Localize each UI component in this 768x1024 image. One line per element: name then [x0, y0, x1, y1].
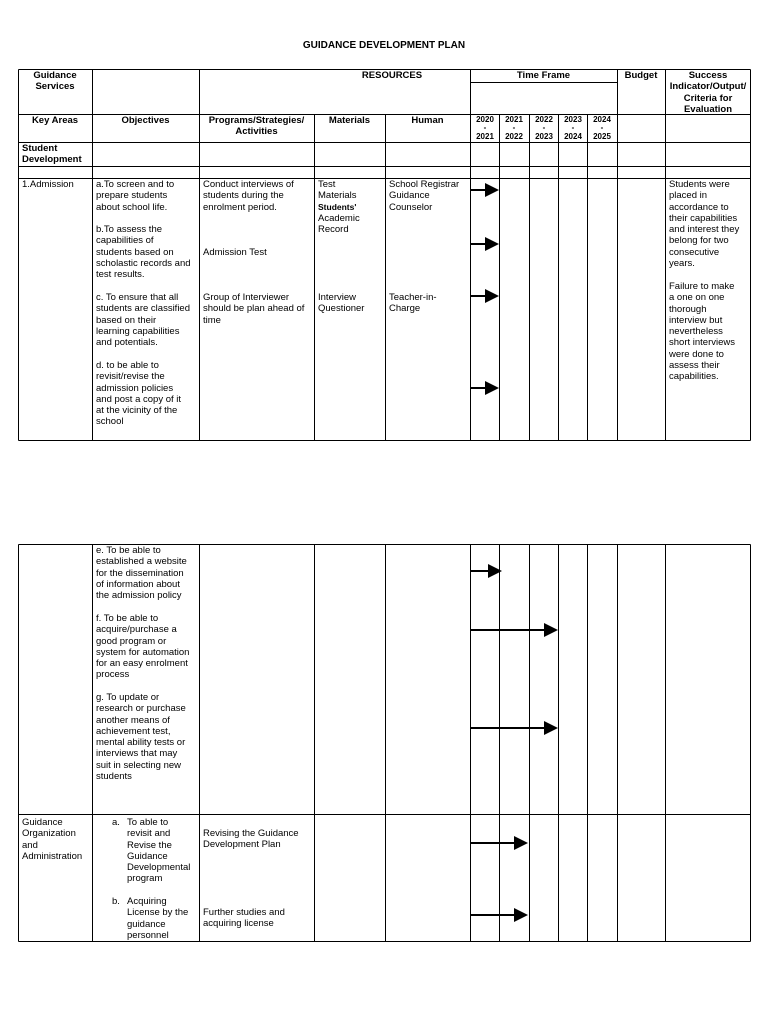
org-objective-b-marker: b. — [112, 896, 120, 907]
program-a: Conduct interviews of students during the enrolment period. — [203, 179, 294, 213]
header-objectives: Objectives — [121, 115, 170, 126]
key-area-guidance-organization: Guidance Organization and Administration — [22, 817, 83, 862]
org-program-a: Revising the Guidance Development Plan — [203, 828, 299, 851]
objective-d: d. to be able to revisit/revise the admission policies and post a copy of it at the vicinity of the school — [96, 360, 182, 428]
objective-a: a.To screen and to prepare students about school life. — [96, 179, 175, 213]
header-resources: RESOURCES — [361, 70, 423, 81]
org-objective-a: To able to revisit and Revise the Guidance Developmental program — [127, 817, 191, 885]
program-b: Admission Test — [203, 247, 267, 258]
header-key-areas: Key Areas — [31, 115, 79, 126]
org-objective-a-marker: a. — [112, 817, 120, 828]
header-human: Human — [411, 115, 444, 126]
key-area-admission: 1.Admission — [22, 179, 74, 190]
human-registrar: School Registrar Guidance Counselor — [389, 179, 460, 213]
objective-f: f. To be able to acquire/purchase a good program or system for automation for an easy enrolment process — [96, 613, 190, 681]
org-program-b: Further studies and acquiring license — [203, 907, 285, 930]
header-budget: Budget — [624, 70, 658, 81]
material-interview: Interview Questioner — [318, 292, 365, 315]
material-test: Test Materials — [318, 179, 357, 202]
success-indicator-1: Students were placed in accordance to their capabilities and interest they belong for two consecutive years. — [669, 179, 740, 270]
document-title: GUIDANCE DEVELOPMENT PLAN — [302, 40, 466, 51]
objective-b: b.To assess the capabilities of students based on scholastic records and test results. — [96, 224, 191, 281]
success-indicator-2: Failure to make a one on one thorough interview but nevertheless short interviews were done to assess their capabilities. — [669, 281, 735, 383]
header-time-frame: Time Frame — [516, 70, 571, 81]
program-c: Group of Interviewer should be plan ahead of time — [203, 292, 305, 326]
org-objective-b: Acquiring License by the guidance personnel — [127, 896, 189, 941]
section-student-development: Student Development — [22, 143, 82, 166]
header-guidance-services: Guidance Services — [33, 70, 77, 93]
header-materials: Materials — [328, 115, 371, 126]
objective-g: g. To update or research or purchase another means of achievement test, mental ability tests or interviews that may suit in selecting new students — [96, 692, 186, 783]
objective-e: e. To be able to established a website for the dissemination of information about the admission policy — [96, 545, 187, 602]
human-teacher: Teacher-in- Charge — [389, 292, 437, 315]
header-programs: Programs/Strategies/ Activities — [208, 115, 305, 138]
header-success-indicator: Success Indicator/Output/ Criteria for Evaluation — [669, 70, 747, 115]
objective-c: c. To ensure that all students are classified based on their learning capabilities and potentials. — [96, 292, 190, 349]
material-academic-record: Academic Record — [318, 213, 360, 236]
material-students: Students' — [318, 202, 357, 212]
